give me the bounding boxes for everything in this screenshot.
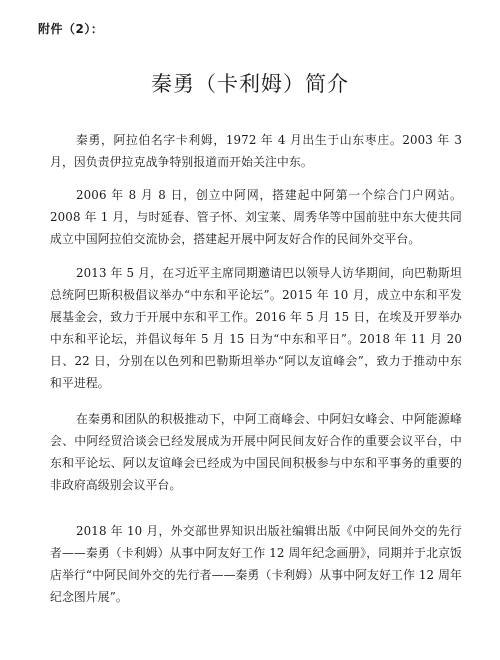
document-title: 秦勇（卡利姆）简介 (151, 72, 349, 96)
attachment-label: 附件（2）： (38, 22, 104, 36)
paragraph-peace-forum: 2013 年 5 月，在习近平主席同期邀请巴以领导人访华期间，向巴勒斯坦总统阿巴斯积极倡议举办“中东和平论坛”。2015 年 10 月，成立中东和平发展基金会，致力于开展中东和平工作。2016 年 5 月 15 日，在埃及开罗举办中东和平论坛，并倡议每年 5 月 15 日为“中东和平日”。2018 年 11 月 20 日、22 日，分别在以色列和巴勒斯坦举办“阿以友谊峰会”，致力于推动中东和平进程。 (50, 266, 462, 390)
paragraph-summits: 在秦勇和团队的积极推动下，中阿工商峰会、中阿妇女峰会、中阿能源峰会、中阿经贸洽谈会已经发展成为开展中阿民间友好合作的重要会议平台，中东和平论坛、阿以友谊峰会已经成为中国民间积极参与中东和平事务的重要的非政府高级别会议平台。 (50, 412, 462, 492)
paragraph-intro: 秦勇，阿拉伯名字卡利姆，1972 年 4 月出生于山东枣庄。2003 年 3 月，因负责伊拉克战争特别报道而开始关注中东。 (50, 133, 462, 169)
paragraph-publication: 2018 年 10 月，外交部世界知识出版社编辑出版《中阿民间外交的先行者——秦勇（卡利姆）从事中阿友好工作 12 周年纪念画册》，同期并于北京饭店举行“中阿民间外交的先行者——秦勇（卡利姆）从事中阿友好工作 12 周年纪念图片展”。 (50, 524, 462, 604)
paragraph-founding: 2006 年 8 月 8 日，创立中阿网，搭建起中阿第一个综合门户网站。2008 年 1 月，与时延春、管子怀、刘宝莱、周秀华等中国前驻中东大使共同成立中国阿拉伯交流协会，搭建起开展中阿友好合作的民间外交平台。 (50, 188, 462, 246)
